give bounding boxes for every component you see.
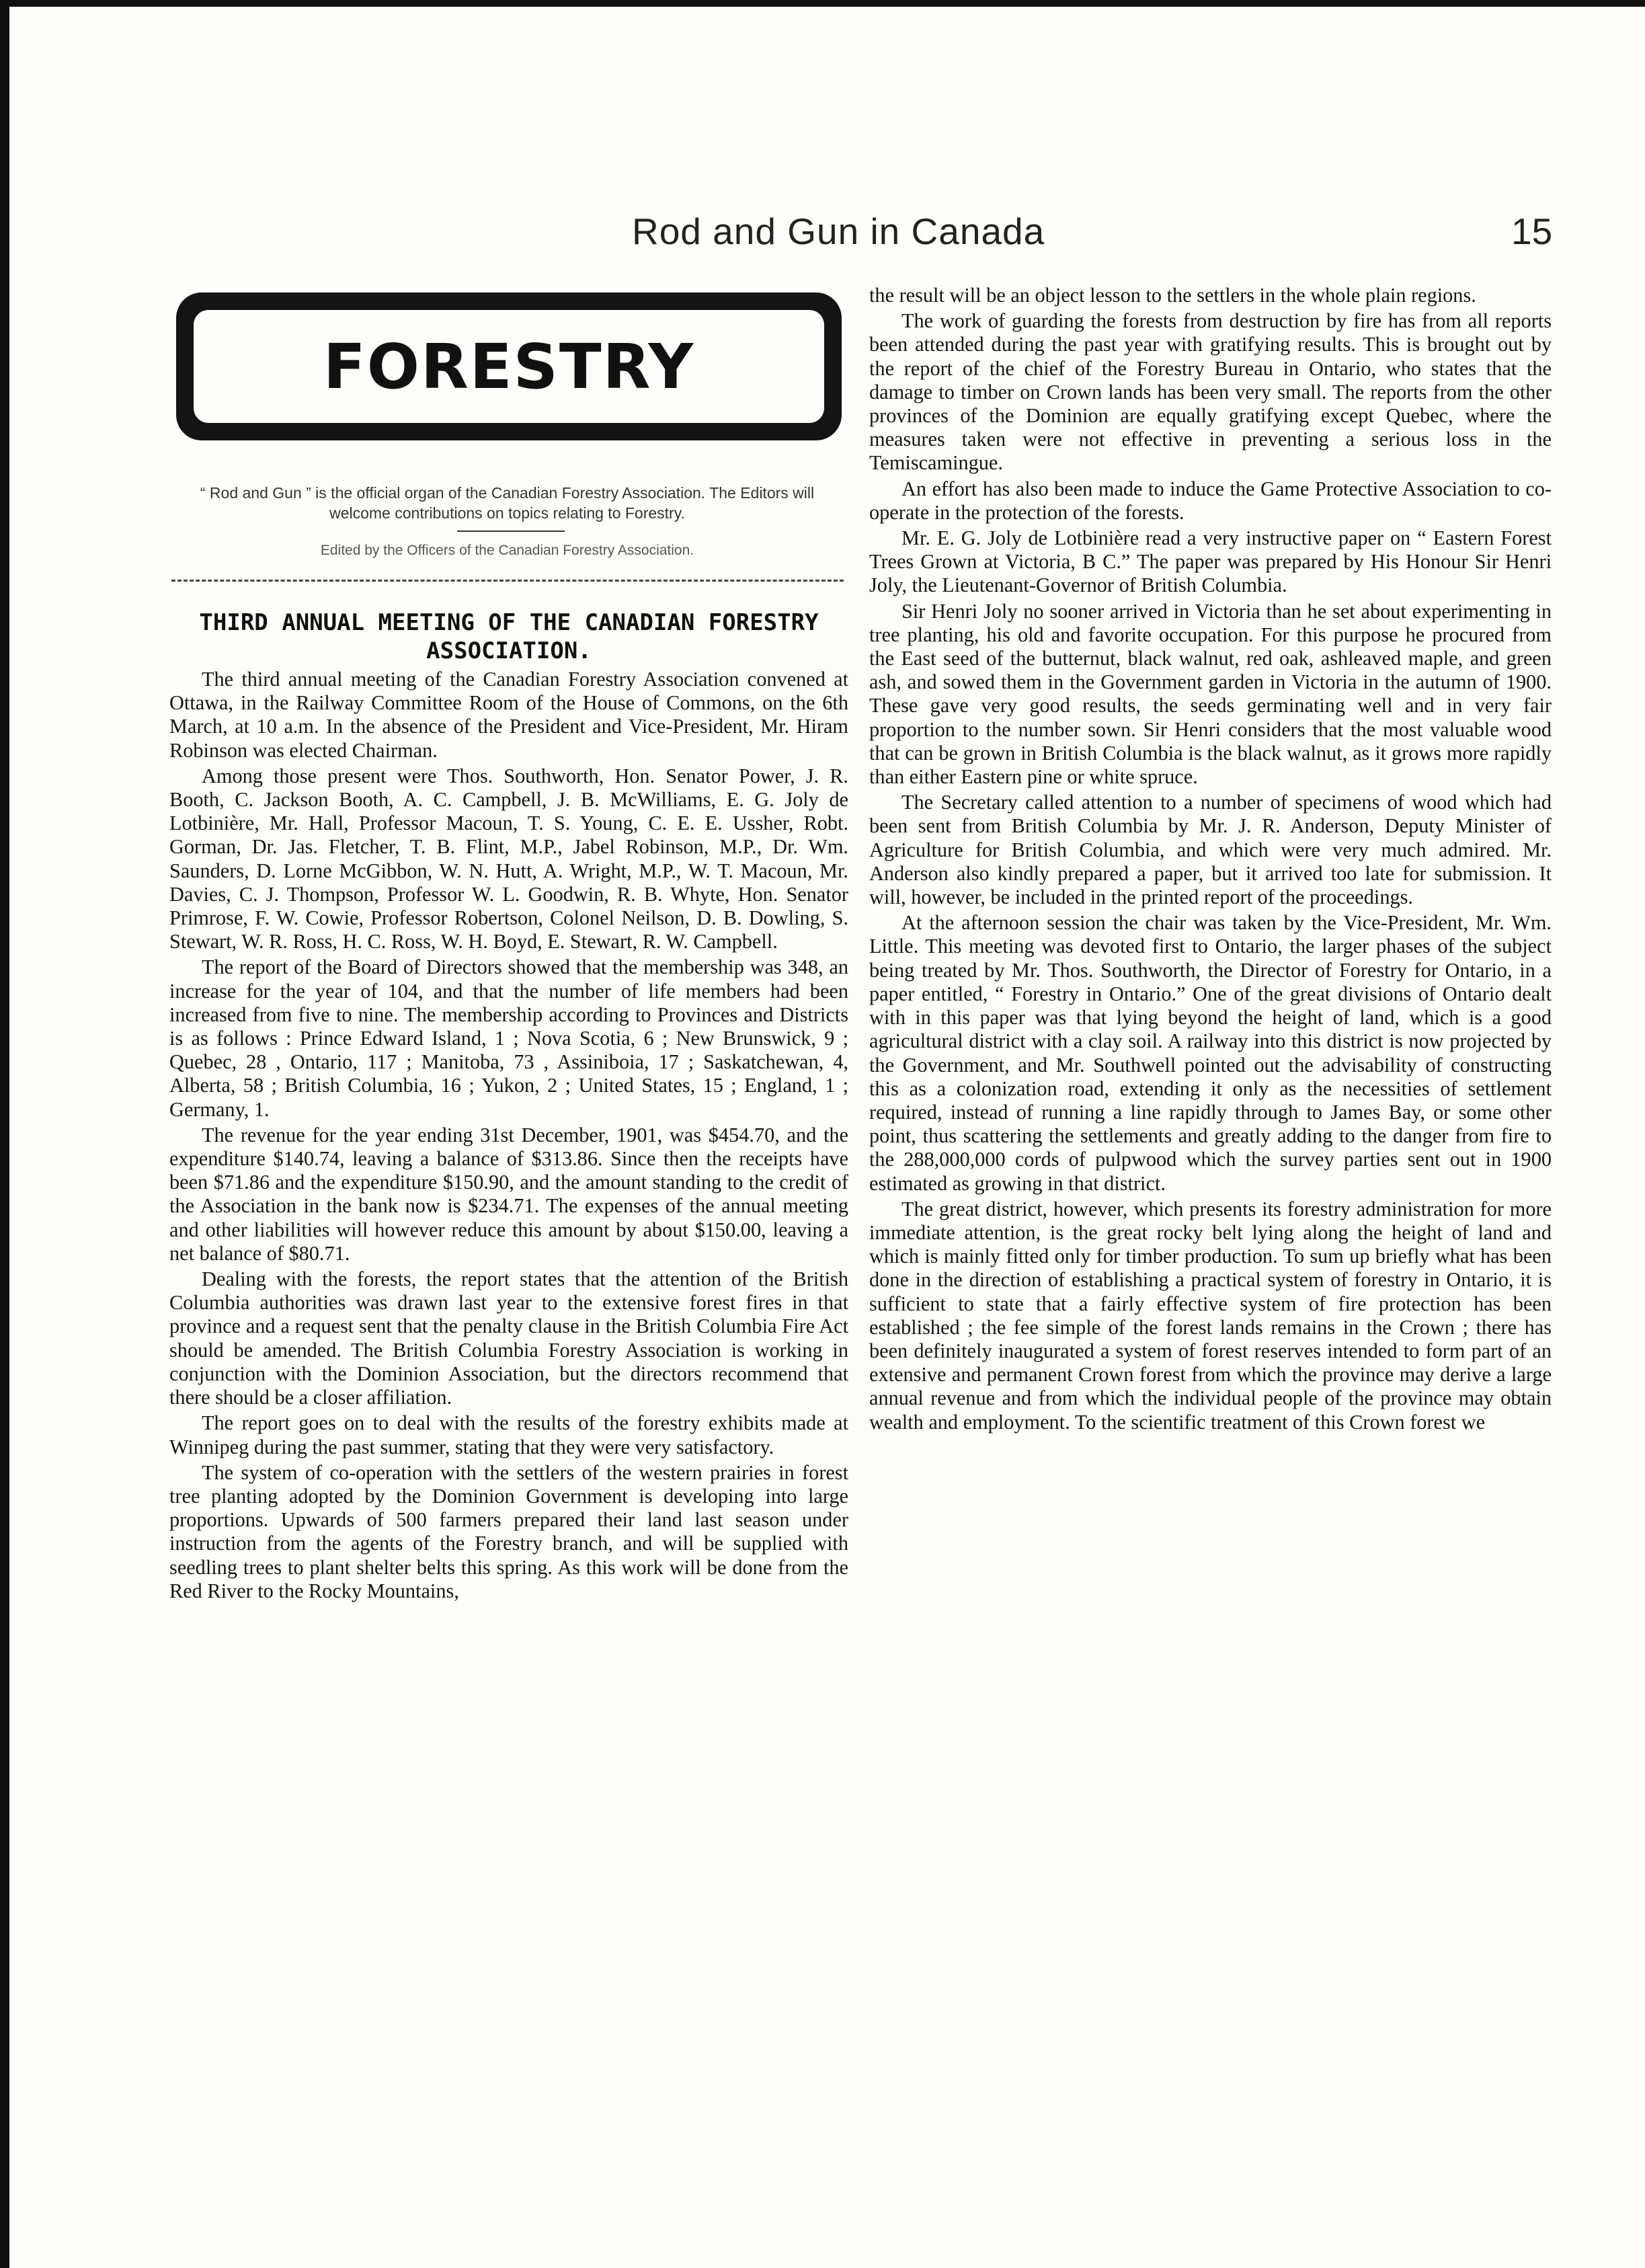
paragraph: The revenue for the year ending 31st December, 1901, was $454.70, and the expenditure $140.74, leaving a balance of $313.86. Since then the receipts have been $71.86 and the expenditure $150.90, and the amount standing to the credit of the Association in the bank now is $234.71. The expenses of the annual meeting and other liabilities will however reduce this amount by about $150.00, leaving a net balance of $80.71.	[169, 1123, 848, 1265]
article-headline: THIRD ANNUAL MEETING OF THE CANADIAN FORESTRY ASSOCIATION.	[199, 609, 819, 664]
section-banner-frame	[194, 310, 824, 423]
paragraph: The report of the Board of Directors showed that the membership was 348, an increase for the year of 104, and that the number of life members had been increased from five to nine. The membership according to Provinces and Districts is as follows : Prince Edward Island, 1 ; Nova Scotia, 6 ; New Brunswick, 9 ; Quebec, 28 , Ontario, 117 ; Manitoba, 73 , Assiniboia, 17 ; Saskatchewan, 4, Alberta, 58 ; British Columbia, 16 ; Yukon, 2 ; United States, 15 ; England, 1 ; Germany, 1.	[169, 955, 848, 1121]
left-border-rule	[0, 0, 9, 2268]
paragraph: At the afternoon session the chair was taken by the Vice-President, Mr. Wm. Little. This meeting was devoted first to Ontario, the larger phases of the subject being treated by Mr. Thos. Southworth, the Director of Forestry for Ontario, in a paper entitled, “ Forestry in Ontario.” One of the great divisions of Ontario dealt with in this paper was that lying beyond the height of land, which is a good agricultural district with a clay soil. A railway into this district is now projected by the Government, and Mr. Southwell pointed out the advisability of constructing this as a colonization road, extending it only as the necessities of settlement required, instead of running a line rapidly through to James Bay, or some other point, thus scattering the settlements and greatly adding to the danger from fire to the 288,000,000 cords of pulpwood which the survey parties sent out in 1900 estimated as growing in that district.	[869, 911, 1552, 1195]
paragraph: Sir Henri Joly no sooner arrived in Victoria than he set about experimenting in tree planting, his old and favorite occupation. For this purpose he procured from the East seed of the butternut, black walnut, red oak, ashleaved maple, and green ash, and sowed them in the Government garden in Victoria in the autumn of 1900. These gave very good results, the seeds germinating well and in very fair proportion to the number sown. Sir Henri considers that the most valuable wood that can be grown in British Columbia is the black walnut, as it grows more rapidly than either Eastern pine or white spruce.	[869, 599, 1552, 789]
editor-note: Edited by the Officers of the Canadian Forestry Association.	[320, 543, 694, 558]
paragraph: The work of guarding the forests from destruction by fire has from all reports been attended during the past year with gratifying results. This is brought out by the report of the chief of the Forestry Bureau in Ontario, who states that the damage to timber on Crown lands has been very small. The reports from the other provinces of the Dominion are equally gratifying except Quebec, where the measures taken were not effective in preventing a serious loss in the Temiscamingue.	[869, 309, 1552, 475]
paragraph: The third annual meeting of the Canadian Forestry Association convened at Ottawa, in the Railway Committee Room of the House of Commons, on the 6th March, at 10 a.m. In the absence of the President and Vice-President, Mr. Hiram Robinson was elected Chairman.	[169, 668, 848, 762]
paragraph: The great district, however, which presents its forestry administration for more immediate attention, is the great rocky belt lying along the height of land and which is mainly fitted only for timber production. To sum up briefly what has been done in the direction of establishing a practical system of forestry in Ontario, it is sufficient to state that a fairly effective system of fire protection has been established ; the fee simple of the forest lands remains in the Crown ; there has been definitely inaugurated a system of forest reserves intended to form part of an extensive and permanent Crown forest from which the province may derive a large annual revenue and from which the individual people of the province may obtain wealth and employment. To the scientific treatment of this Crown forest we	[869, 1197, 1552, 1434]
paragraph: The system of co-operation with the settlers of the western prairies in forest tree planting adopted by the Dominion Government is developing into large proportions. Upwards of 500 farmers prepared their land last season under instruction from the agents of the Forestry branch, and will be supplied with seedling trees to plant shelter belts this spring. As this work will be done from the Red River to the Rocky Mountains,	[169, 1460, 848, 1602]
article-column-right	[869, 284, 1552, 1436]
masthead-note: “ Rod and Gun ” is the official organ of the Canadian Forestry Association. The Editors will welcome contributions on topics relating to Forestry.	[200, 484, 815, 522]
paragraph: The Secretary called attention to a number of specimens of wood which had been sent from British Columbia by Mr. J. R. Anderson, Deputy Minister of Agriculture for British Columbia, and which were very much admired. Mr. Anderson also kindly prepared a paper, but it arrived too late for submission. It will, however, be included in the printed report of the proceedings.	[869, 791, 1552, 909]
running-head: Rod and Gun in Canada	[632, 210, 1045, 252]
paragraph: the result will be an object lesson to the settlers in the whole plain regions.	[869, 284, 1476, 307]
section-title: FORESTRY	[323, 330, 695, 403]
paragraph: Dealing with the forests, the report states that the attention of the British Columbia authorities was drawn last year to the extensive forest fires in that province and a request sent that the penalty clause in the British Columbia Fire Act should be amended. The British Columbia Forestry Association is working in conjunction with the Dominion Association, but the directors recommend that there should be a closer affiliation.	[169, 1267, 848, 1409]
page-number: 15	[1511, 210, 1553, 252]
paragraph: An effort has also been made to induce the Game Protective Association to co-operate in the protection of the forests.	[869, 477, 1552, 524]
paragraph: Among those present were Thos. Southworth, Hon. Senator Power, J. R. Booth, C. Jackson Booth, A. C. Campbell, J. B. McWilliams, E. G. Joly de Lotbinière, Mr. Hall, Professor Macoun, T. S. Young, C. E. E. Ussher, Robt. Gorman, Dr. Jas. Fletcher, T. B. Flint, M.P., Jabel Robinson, M.P., Dr. Wm. Saunders, D. Lorne McGibbon, W. N. Hutt, A. Wright, M.P., W. T. Macoun, Mr. Davies, C. J. Thompson, Professor W. L. Goodwin, R. B. Whyte, Hon. Senator Primrose, F. W. Cowie, Professor Robertson, Colonel Neilson, D. B. Dowling, S. Stewart, W. R. Ross, H. C. Ross, W. H. Boyd, E. Stewart, R. W. Campbell.	[169, 764, 848, 953]
paragraph: The report goes on to deal with the results of the forestry exhibits made at Winnipeg during the past summer, stating that they were very satisfactory.	[169, 1411, 848, 1458]
divider-rule	[457, 531, 565, 532]
article-column-left	[169, 668, 848, 1605]
section-banner	[176, 292, 842, 440]
dashed-divider	[171, 580, 844, 582]
paragraph: Mr. E. G. Joly de Lotbinière read a very instructive paper on “ Eastern Forest Trees Grown at Victoria, B C.” The paper was prepared by His Honour Sir Henri Joly, the Lieutenant-Governor of British Columbia.	[869, 526, 1552, 597]
top-border-rule	[0, 0, 1645, 7]
